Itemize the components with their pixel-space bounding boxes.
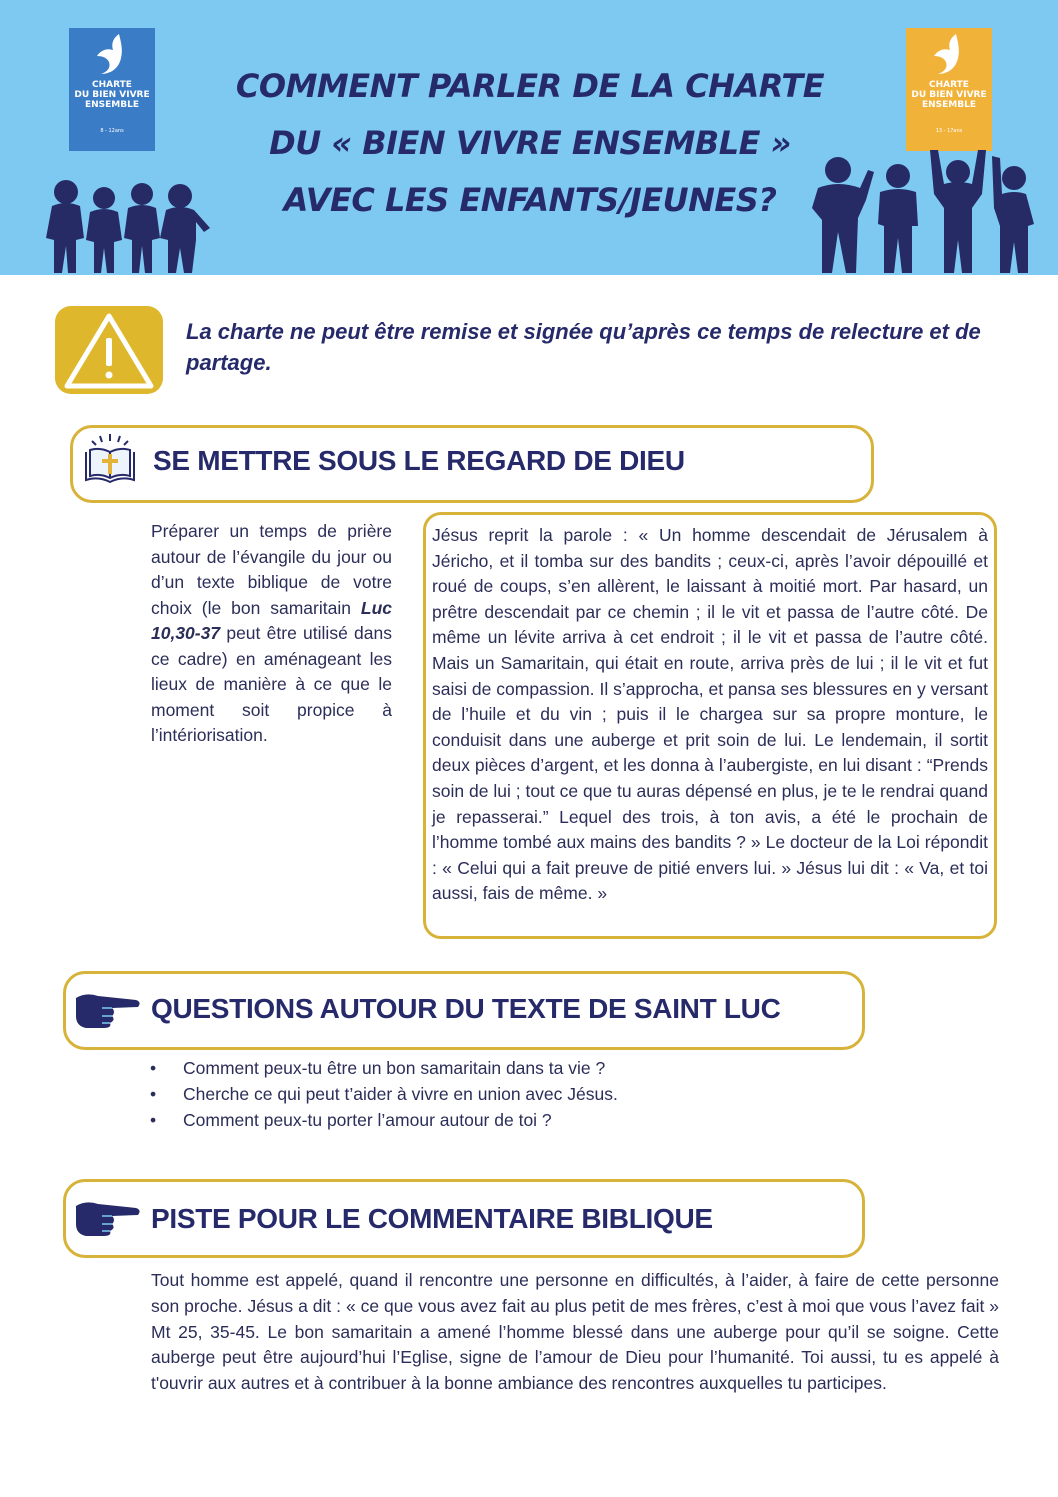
booklet-title-line: CHARTE [929,80,969,90]
commentary-paragraph: Tout homme est appelé, quand il rencontre une personne en difficultés, à l’aider, à faire de cette personne son proche. Jésus a dit : « ce que vous avez fait au plus petit de mes frères, c’est à moi que vous l’avez fait » Mt 25, 35-45. Le bon samaritain a amené l’homme blessé dans une auberge pour qu’il se soigne. Cette auberge peut être aujourd’hui l’Eglise, signe de l’amour de Dieu pour l’humanité. Toi aussi, tu es appelé à t'ouvrir aux autres et à contribuer à la bonne ambiance des rencontres auxquelles tu participes. [151,1270,999,1394]
intro-text-after: peut être utilisé dans ce cadre) en aménageant les lieux de manière à ce que le moment soit propice à l’intériorisation. [151,623,392,745]
section-title: QUESTIONS AUTOUR DU TEXTE DE SAINT LUC [151,993,781,1024]
list-item: • Comment peux-tu être un bon samaritain dans ta vie ? [150,1055,618,1081]
intro-text-before: Préparer un temps de prière autour de l’évangile du jour ou d’un texte biblique de votre choix (le bon samaritain [151,521,392,618]
charter-booklet-children [69,28,155,151]
section-title: PISTE POUR LE COMMENTAIRE BIBLIQUE [151,1203,713,1234]
warning-box [55,306,163,394]
page-title-line: DU « BIEN VIVRE ENSEMBLE » [269,124,791,162]
page-title-line: AVEC LES ENFANTS/JEUNES? [283,181,777,219]
booklet-age: 13 - 17ans [935,128,963,134]
booklet-age: 8 - 12ans [100,128,124,134]
bible-cross-icon [82,432,138,488]
questions-list [150,1055,618,1133]
pointing-hand-icon [72,990,144,1030]
gospel-quote-text: Jésus reprit la parole : « Un homme descendait de Jérusalem à Jéricho, et il tomba sur des bandits ; ceux-ci, après l’avoir dépouillé et roué de coups, s’en allèrent, le laissant à moitié mort. Par hasard, un prêtre descendait par ce chemin ; il le vit et passa de l’autre côté. De même un lévite arriva à cet endroit ; il le vit et passa de l’autre côté. Mais un Samaritain, qui était en route, arriva près de lui ; il le vit et fut saisi de compassion. Il s’approcha, et pansa ses blessures en y versant de l’huile et du vin ; puis il le chargea sur sa propre monture, le conduisit dans une auberge et prit soin de lui. Le lendemain, il sortit deux pièces d’argent, et les donna à l’aubergiste, en lui disant : “Prends soin de lui ; tout ce que tu auras dépensé en plus, je te le rendrai quand je repasserai.” Lequel des trois, à ton avis, a été le prochain de l’homme tombé aux mains des bandits ? » Le docteur de la Loi répondit : « Celui qui a fait preuve de pitié envers lui. » Jésus lui dit : « Va, et toi aussi, fais de même. » [432,525,988,904]
charter-booklet-teens [906,28,992,151]
intro-paragraph [151,519,392,749]
booklet-title-line: ENSEMBLE [84,100,139,110]
booklet-title-line: DU BIEN VIVRE [74,90,150,100]
children-silhouette-icon [40,178,215,275]
list-item: • Cherche ce qui peut t’aider à vivre en union avec Jésus. [150,1081,618,1107]
dove-icon [928,32,968,76]
pointing-hand-icon [72,1198,144,1238]
header-banner [0,0,1058,275]
warning-triangle-icon [55,306,163,394]
booklet-title-line: DU BIEN VIVRE [911,90,987,100]
youth-silhouette-icon [808,148,1040,275]
warning-text: La charte ne peut être remise et signée qu’après ce temps de relecture et de partage. [186,319,981,375]
dove-icon [91,32,131,76]
booklet-title-line: CHARTE [92,80,132,90]
page-title [180,58,880,229]
section-title: SE METTRE SOUS LE REGARD DE DIEU [153,445,685,476]
page-title-line: COMMENT PARLER DE LA CHARTE [235,67,825,105]
bible-reference: Luc 10,30-37 [151,597,392,643]
booklet-title-line: ENSEMBLE [921,100,976,110]
list-item: • Comment peux-tu porter l’amour autour de toi ? [150,1107,618,1133]
